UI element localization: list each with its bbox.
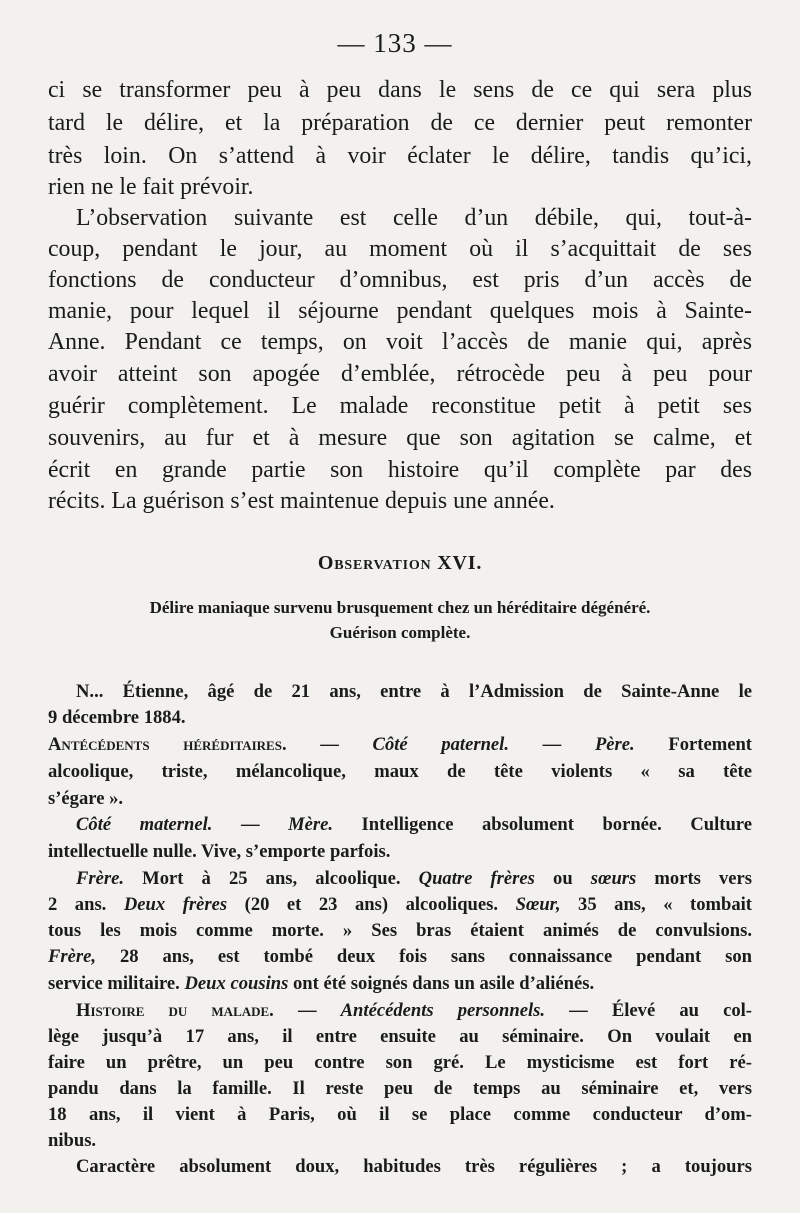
soeurs-label: sœurs [590, 868, 637, 889]
maternal-label: Côté maternel. [76, 814, 213, 835]
paragraph-2-line-5: Anne. Pendant ce temps, on voit l’accès de manie qui, après [48, 329, 752, 355]
heredity-line-3: s’égare ». [48, 788, 124, 809]
paragraph-2-line-7: guérir complètement. Le malade reconstitue petit à petit ses [48, 393, 752, 419]
observation-title-text: Observation XVI. [317, 552, 483, 574]
brother-text: Mort à 25 ans, alcoolique. [142, 868, 401, 889]
paragraph-2-line-3: fonctions de conducteur d’omnibus, est pris d’un accès de [48, 267, 752, 293]
quatre-freres-label: Quatre frères [418, 868, 535, 889]
history-line-1 [48, 998, 752, 1024]
father-text-1: Fortement [668, 734, 752, 755]
cousins-text: ont été soignés dans un asile d’aliénés. [292, 973, 595, 994]
paragraph-1-line-2: tard le délire, et la préparation de ce dernier peut remonter [48, 110, 752, 136]
paragraph-2-line-8: souvenirs, au fur et à mesure que son agitation se calme, et [48, 425, 752, 451]
paragraph-2-line-2: coup, pendant le jour, au moment où il s’acquittait de ses [48, 236, 752, 262]
heredity-label: Antécédents héréditaires. [48, 734, 287, 755]
dash: — [297, 1000, 317, 1021]
page-number: — 133 — [337, 28, 453, 58]
siblings-line-5 [48, 971, 752, 997]
soeur-label: Sœur, [515, 894, 561, 915]
deux-freres-label: Deux frères [123, 894, 228, 915]
deux-freres-text: (20 et 23 ans) alcooliques. [244, 894, 499, 915]
history-line-6: nibus. [48, 1130, 97, 1151]
brother-label: Frère. [76, 868, 125, 889]
father-label: Père. [594, 734, 635, 755]
observation-subtitle-1: Délire maniaque survenu brusquement chez un héréditaire dégénéré. [149, 598, 651, 617]
dash: — [569, 1000, 588, 1021]
paternal-label: Côté paternel. [372, 734, 509, 755]
history-line-2: lège jusqu’à 17 ans, il entre ensuite au séminaire. On voulait en [48, 1026, 752, 1047]
observation-title [0, 552, 800, 575]
character-line: Caractère absolument doux, habitudes très régulières ; a toujours [76, 1156, 752, 1177]
frere2-text: 28 ans, est tombé deux fois sans connaissance pendant son [119, 946, 752, 967]
personal-label: Antécédents personnels. [340, 1000, 546, 1021]
heredity-line-1 [48, 732, 752, 758]
dash: — [240, 814, 260, 835]
paragraph-1-line-3: très loin. On s’attend à voir éclater le délire, tandis qu’ici, [48, 143, 752, 169]
frere2-text-2: service militaire. [48, 973, 180, 994]
paragraph-2-line-6: avoir atteint son apogée d’emblée, rétrocède peu à peu pour [48, 361, 752, 387]
dash: — [320, 734, 339, 755]
dash: — [542, 734, 562, 755]
case-intro-line-2: 9 décembre 1884. [48, 707, 186, 728]
cousins-label: Deux cousins [184, 973, 289, 994]
paragraph-2-line-10: récits. La guérison s’est maintenue depuis une année. [48, 488, 555, 514]
history-label: Histoire du malade. [76, 1000, 274, 1021]
history-text-1: Élevé au col- [611, 1000, 752, 1021]
soeur-text: 35 ans, « tombait [578, 894, 752, 915]
two-years-text: 2 ans. [48, 894, 107, 915]
history-line-3: faire un prêtre, un peu contre son gré. Le mysticisme est fort ré- [48, 1052, 752, 1073]
mother-text-1: Intelligence absolument bornée. Culture [361, 814, 752, 835]
siblings-line-2 [48, 892, 752, 918]
paragraph-2-line-1: L’observation suivante est celle d’un débile, qui, tout-à- [76, 205, 752, 231]
observation-subtitle-2: Guérison complète. [329, 623, 471, 642]
siblings-line-1 [48, 866, 752, 892]
maternal-line-2: intellectuelle nulle. Vive, s’emporte parfois. [48, 841, 391, 862]
heredity-line-2: alcoolique, triste, mélancolique, maux de tête violents « sa tête [48, 761, 752, 782]
paragraph-1-line-4: rien ne le fait prévoir. [48, 174, 254, 200]
paragraph-2-line-4: manie, pour lequel il séjourne pendant quelques mois à Sainte- [48, 298, 752, 324]
ou-text: ou [553, 868, 573, 889]
paragraph-1-line-1: ci se transformer peu à peu dans le sens de ce qui sera plus [48, 77, 752, 103]
quatre-text: morts vers [654, 868, 753, 889]
siblings-line-3: tous les mois comme morte. » Ses bras étaient animés de convulsions. [48, 920, 752, 941]
frere2-label: Frère, [48, 946, 97, 967]
maternal-line-1 [48, 812, 752, 838]
siblings-line-4 [48, 944, 752, 970]
mother-label: Mère. [288, 814, 334, 835]
case-intro-line-1: N... Étienne, âgé de 21 ans, entre à l’Admission de Sainte-Anne le [76, 681, 752, 702]
paragraph-2-line-9: écrit en grande partie son histoire qu’il complète par des [48, 457, 752, 483]
history-line-4: pandu dans la famille. Il reste peu de temps au séminaire et, vers [48, 1078, 752, 1099]
history-line-5: 18 ans, il vient à Paris, où il se place comme conducteur d’om- [48, 1104, 752, 1125]
